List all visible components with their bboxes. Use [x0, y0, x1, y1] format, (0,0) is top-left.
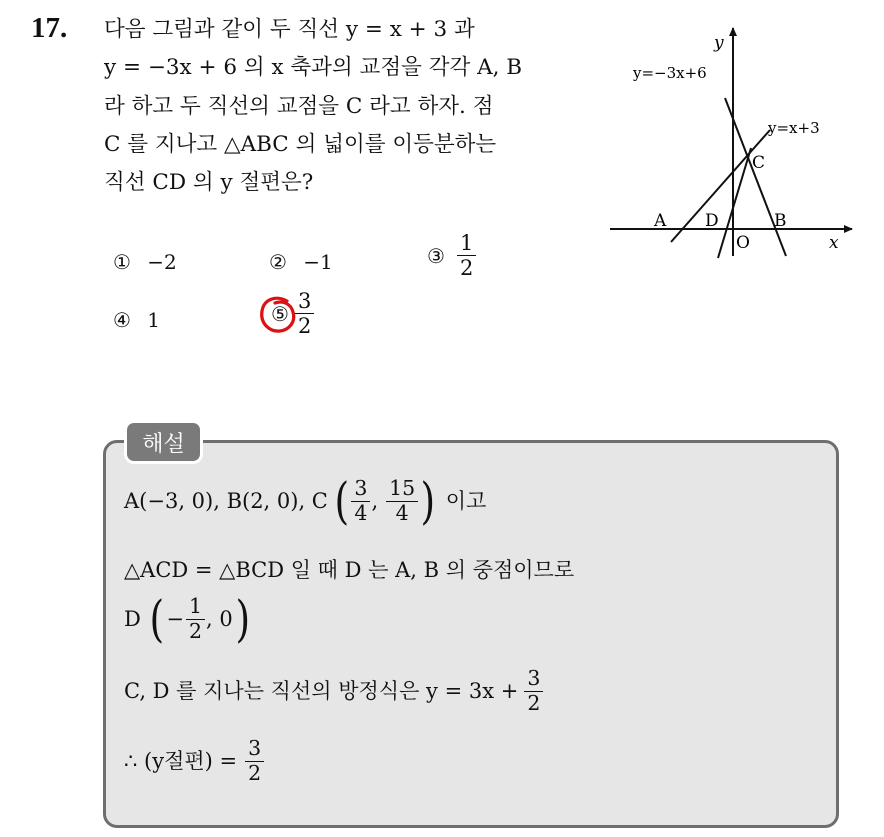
question-line-3: 라 하고 두 직선의 교점을 C 라고 하자. 점 — [104, 94, 494, 119]
y-axis-label: y — [714, 33, 724, 53]
question-line-5: 직선 CD 의 y 절편은? — [104, 170, 314, 195]
question-line-1: 다음 그림과 같이 두 직선 y = x + 3 과 — [104, 17, 475, 42]
sol-l1-pre: A(−3, 0), B(2, 0), C — [124, 488, 328, 513]
solution-line-5 — [124, 738, 264, 784]
sol-l3-post: , 0 — [206, 606, 233, 631]
option-5-denominator: 2 — [297, 314, 312, 339]
option-2-value: −1 — [303, 250, 333, 274]
solution-line-3 — [124, 589, 252, 648]
sol-l4-frac — [524, 668, 543, 714]
origin-label: O — [736, 233, 750, 253]
sol-l1-frac2 — [386, 478, 418, 524]
sol-l5-frac-den: 2 — [248, 760, 262, 785]
point-d-label: D — [705, 211, 719, 231]
solution-line-1 — [124, 471, 487, 530]
line1-label: y=−3x+6 — [633, 64, 707, 82]
option-5-mark: ⑤ — [271, 301, 289, 326]
option-2-mark: ② — [269, 250, 287, 274]
solution-tag: 해설 — [127, 423, 200, 461]
option-1-mark: ① — [113, 250, 131, 274]
point-b-label: B — [774, 211, 787, 231]
sol-l3-frac-num: 1 — [186, 596, 205, 620]
question-line-2: y = −3x + 6 의 x 축과의 교점을 각각 A, B — [104, 55, 523, 80]
sol-l5-frac-num: 3 — [245, 738, 264, 762]
x-axis-label: x — [829, 233, 839, 253]
solution-line-2: △ACD = △BCD 일 때 D 는 A, B 의 중점이므로 — [124, 558, 575, 582]
sol-l1-lparen: ( — [334, 471, 349, 530]
sol-l3-frac — [186, 596, 205, 642]
sol-l1-frac1-num: 3 — [351, 478, 370, 502]
sol-l5-pre: ∴ (y절편) = — [124, 748, 238, 773]
option-5-numerator: 3 — [295, 290, 314, 314]
sol-l4-frac-num: 3 — [524, 668, 543, 692]
option-3-denominator: 2 — [459, 256, 474, 281]
sol-l5-frac — [245, 738, 264, 784]
line2-label: y=x+3 — [768, 119, 820, 137]
sol-l1-frac2-num: 15 — [386, 478, 418, 502]
sol-l1-rparen: ) — [420, 471, 436, 530]
sol-l1-frac2-den: 4 — [395, 500, 409, 525]
sol-l1-comma: , — [371, 488, 379, 513]
option-3-fraction — [457, 232, 476, 279]
point-a-label: A — [654, 211, 667, 231]
coordinate-figure — [605, 22, 855, 262]
option-1-value: −2 — [147, 250, 177, 274]
sol-l1-frac1 — [351, 478, 370, 524]
option-3-mark: ③ — [427, 243, 445, 268]
option-3-numerator: 1 — [457, 232, 476, 256]
sol-l3-minus: − — [166, 606, 184, 631]
option-3[interactable] — [427, 232, 476, 279]
sol-l4-frac-den: 2 — [527, 690, 541, 715]
sol-l3-lparen: ( — [149, 589, 164, 648]
sol-l3-frac-den: 2 — [188, 618, 203, 643]
solution-line-4 — [124, 668, 543, 714]
option-2[interactable] — [269, 250, 333, 274]
option-4[interactable] — [113, 308, 160, 332]
option-1[interactable] — [113, 250, 177, 274]
sol-l1-frac1-den: 4 — [354, 500, 368, 525]
sol-l3-rparen: ) — [235, 589, 250, 648]
line-y-x-plus-3 — [671, 130, 770, 242]
sol-l4-pre: C, D 를 지나는 직선의 방정식은 y = 3x + — [124, 678, 519, 703]
sol-l3-pre: D — [124, 606, 141, 631]
point-c-label: C — [752, 153, 766, 173]
question-line-4: C 를 지나고 △ABC 의 넓이를 이등분하는 — [104, 132, 497, 157]
option-4-value: 1 — [147, 308, 161, 332]
option-4-mark: ④ — [113, 308, 131, 332]
answer-circle-mark — [256, 292, 302, 340]
question-number: 17. — [31, 12, 68, 44]
sol-l1-post: 이고 — [445, 488, 487, 513]
